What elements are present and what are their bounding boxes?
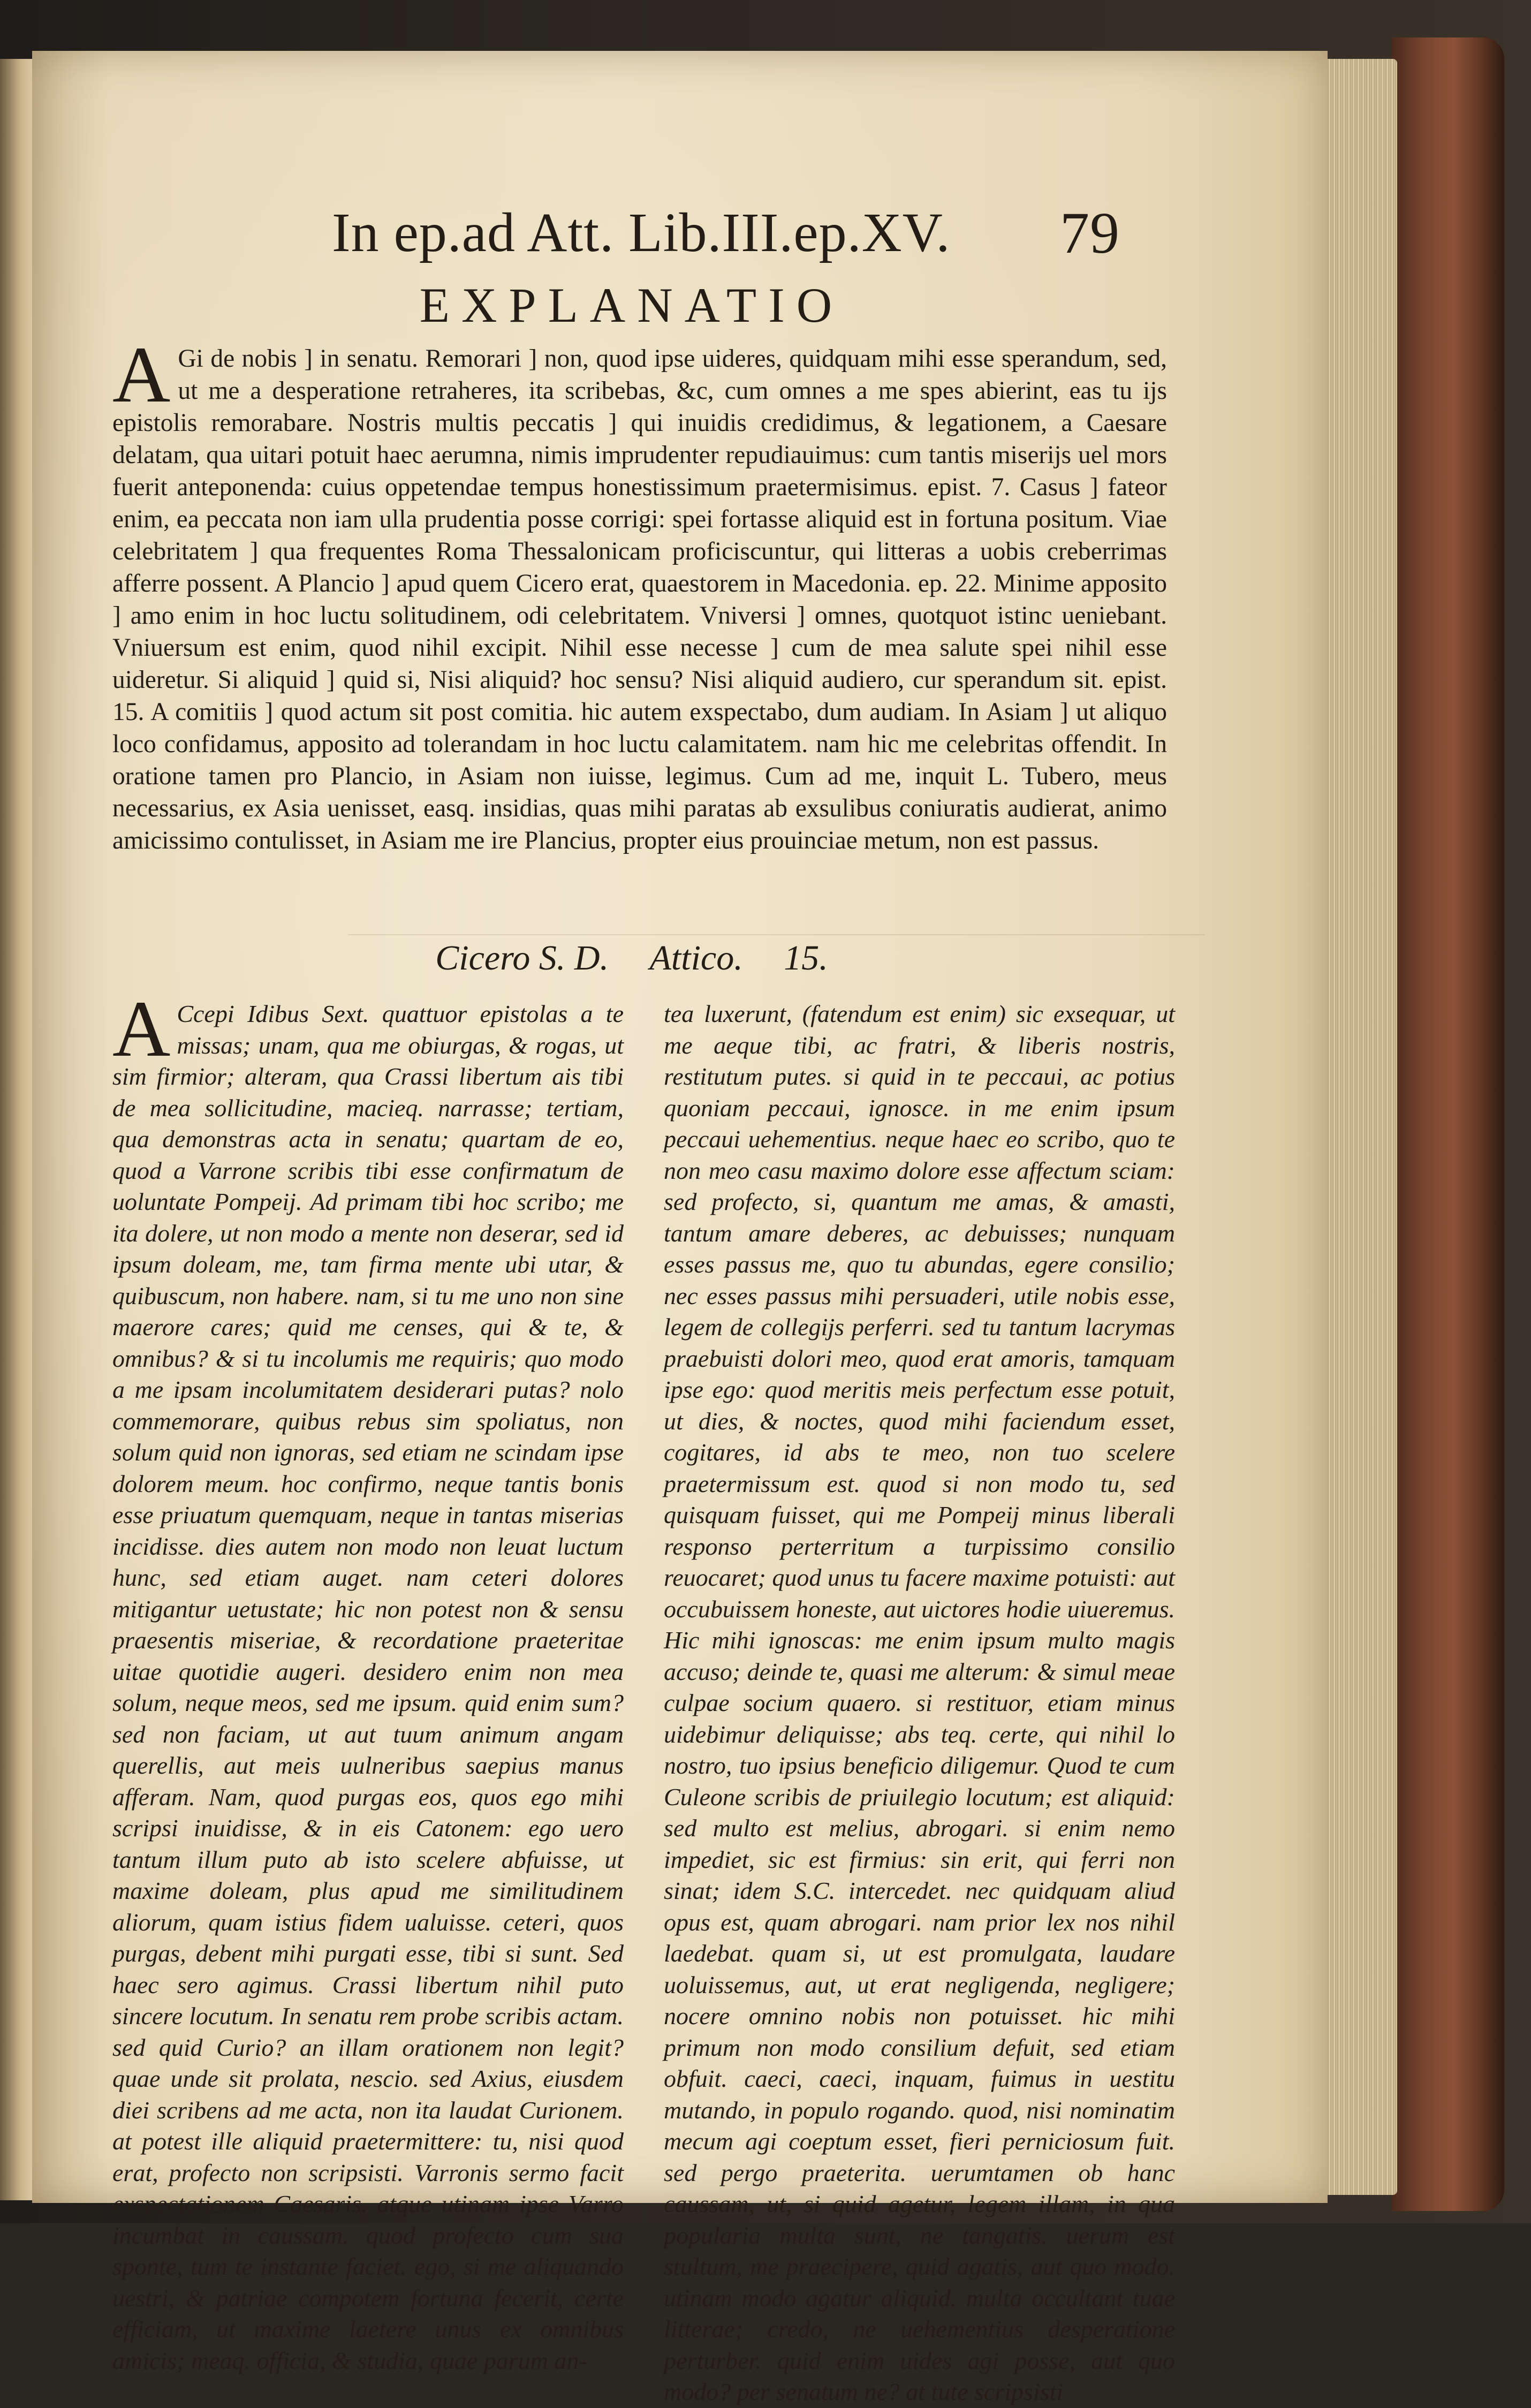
explanatio-heading: EXPLANATIO bbox=[419, 278, 844, 332]
running-head-title: In ep.ad Att. Lib.III.ep.XV. bbox=[332, 202, 951, 263]
text-block bbox=[80, 142, 1183, 2405]
letter-right-column bbox=[664, 998, 1175, 2408]
letter-dropcap: A bbox=[112, 985, 171, 1073]
running-head bbox=[332, 195, 1124, 270]
page-number: 79 bbox=[1060, 200, 1120, 266]
letter-left-text: Ccepi Idibus Sext. quattuor epistolas a te missas; unam, qua me obiurgas, & rogas, ut sim firmior; alteram, qua Crassi libertum ais tibi de mea sollicitudine, macieq. narrasse; tertiam, qua demonstras acta in senatu; quartam de eo, quod a Varrone scribis tibi esse confirmatum de uoluntate Pompeij. Ad primam tibi hoc scribo; me ita dolere, ut non modo a mente non deserar, sed id ipsum doleam, me, tam firma mente ubi utar, & quibuscum, non habere. nam, si tu me uno non sine maerore cares; quid me censes, qui & te, & omnibus? & si tu incolumis me requiris; quo modo a me ipsam incolumitatem desiderari putas? nolo commemorare, quibus rebus sim spoliatus, non solum quid non ignoras, sed etiam ne scindam ipse dolorem meum. hoc confirmo, neque tantis bonis esse priuatum quemquam, neque in tantas miserias incidisse. dies autem non modo non leuat luctum hunc, sed etiam auget. nam ceteri dolores mitigantur uetustate; hic non potest non & sensu praesentis miseriae, & recordatione praeteritae uitae quotidie augeri. desidero enim non mea solum, neque meos, sed me ipsum. quid enim sum? sed non faciam, ut aut tuum animum angam querellis, aut meis uulneribus saepius manus afferam. Nam, quod purgas eos, quos ego mihi scripsi inuidisse, & in eis Catonem: ego uero tantum illum puto ab isto scelere abfuisse, ut maxime doleam, plus apud me similitudinem aliorum, quam istius fidem ualuisse. ceteri, quos purgas, debent mihi purgati esse, tibi si sunt. Sed haec sero agimus. Crassi libertum nihil puto sincere locutum. In senatu rem probe scribis actam. sed quid Curio? an illam orationem non legit? quae unde sit prolata, nescio. sed Axius, eiusdem diei scribens ad me acta, non ita laudat Curionem. at potest ille aliquid praetermittere: tu, nisi quod erat, profecto non scripsisti. Varronis sermo facit exspectationem Caesaris. atque utinam ipse Varro incumbat in caussam. quod profecto cum sua sponte, tum te instante faciet. ego, si me aliquando uestri, & patriae compotem fortuna fecerit, certe efficiam, ut maxime laetere unus ex omnibus amicis; meaq. officia, & studia, quae parum an- bbox=[112, 1000, 624, 2374]
letter-heading bbox=[80, 934, 1183, 982]
letter-heading-recipient: Attico. bbox=[649, 938, 743, 978]
letter-left-column bbox=[112, 985, 624, 2376]
page-block-edges bbox=[1317, 59, 1397, 2195]
book-page bbox=[32, 51, 1328, 2405]
commentary-dropcap: A bbox=[112, 330, 171, 419]
letter-number: 15. bbox=[784, 938, 828, 978]
letter-right-text: tea luxerunt, (fatendum est enim) sic exsequar, ut me aeque tibi, ac fratri, & liberis nostris, restitutum putes. si quid in te peccaui, ac potius quoniam peccaui, ignosce. in me enim ipsum peccaui uehementius. neque haec eo scribo, quo te non meo casu maximo dolore esse affectum sciam: sed profecto, si, quantum me amas, & amasti, tantum amare deberes, ac debuisses; nunquam esses passus me, quo tu abundas, egere consilio; nec esses passus mihi persuaderi, utile nobis esse, legem de collegijs perferri. sed tu tantum lacrymas praebuisti dolori meo, quod erat amoris, tamquam ipse ego: quod meritis meis perfectum esse potuit, ut dies, & noctes, quod mihi faciendum esset, cogitares, id abs te meo, non tuo scelere praetermissum est. quod si non modo tu, sed quisquam fuisset, qui me Pompeij minus liberali responso perterritum a turpissimo consilio reuocaret; quod unus tu facere maxime potuisti: aut occubuissem honeste, aut uictores hodie uiueremus. Hic mihi ignoscas: me enim ipsum multo magis accuso; deinde te, quasi me alterum: & simul meae culpae socium quaero. si restituor, etiam minus uidebimur deliquisse; abs teq. certe, qui nihil lo nostro, tuo ipsius beneficio diligemur. Quod te cum Culeone scribis de priuilegio locutum; est aliquid: sed multo est melius, abrogari. si enim nemo impediet, sic est firmius: sin erit, qui ferri non sinat; idem S.C. intercedet. nec quidquam aliud opus est, quam abrogari. nam prior lex nos nihil laedebat. quam si, ut est promulgata, laudare uoluissemus, aut, ut erat negligenda, negligere; nocere omnino nobis non potuisset. hic mihi primum non modo consilium defuit, sed etiam obfuit. caeci, caeci, inquam, fuimus in uestitu mutando, in populo rogando. quod, nisi nominatim mecum agi coeptum esset, fieri perniciosum fuit. sed pergo praeterita. uerumtamen ob hanc caussam, ut, si quid agetur, legem illam, in qua popularia multa sunt, ne tangatis. uerum est stultum, me praecipere, quid agatis, aut quo modo. utinam modo agatur aliquid. multa occultant tuae litterae; credo, ne uehementius desperatione perturber. quid enim uides agi posse, aut quo modo? per senatum ne? at tute scripsisti bbox=[664, 1000, 1175, 2405]
leather-binding bbox=[1392, 37, 1504, 2211]
letter-heading-sender: Cicero S. D. bbox=[435, 938, 609, 978]
commentary-text: Gi de nobis ] in senatu. Remorari ] non, quod ipse uideres, quidquam mihi esse sperandum, sed, ut me a desperatione retraheres, ita scribebas, &c, cum omnes a me spes abierint, eas tu ijs epistolis remorabare. Nostris multis peccatis ] qui inuidis credidimus, & legationem, a Caesare delatam, qua uitari potuit haec aerumna, nimis imprudenter repudiauimus: cum tantis miserijs uel mors fuerit anteponenda: cuius oppetendae tempus honestissimum praetermisimus. epist. 7. Casus ] fateor enim, ea peccata non iam ulla prudentia posse corrigi: spei fortasse aliquid est in fortuna positum. Viae celebritatem ] qua frequentes Roma Thessalonicam proficiscuntur, qui litteras a uobis creberrimas afferre possent. A Plancio ] apud quem Cicero erat, quaestorem in Macedonia. ep. 22. Minime apposito ] amo enim in hoc luctu solitudinem, odi celebritatem. Vniversi ] omnes, quotquot istinc ueniebant. Vniuersum est enim, quod nihil excipit. Nihil esse necesse ] cum de mea salute spei nihil esse uideretur. Si aliquid ] quid si, Nisi aliquid? hoc sensu? Nisi aliquid audiero, cur sperandum sit. epist. 15. A comitiis ] quod actum sit post comitia. hic autem exspectabo, dum audiam. In Asiam ] ut aliquo loco confidamus, apposito ad tolerandam in hoc luctu calamitatem. nam hic me celebritas offendit. In oratione tamen pro Plancio, in Asiam non iuisse, legimus. Cum ad me, inquit L. Tubero, meus necessarius, ex Asia uenisset, easq. insidias, quas mihi paratas ab exsulibus coniuratis audierat, animo amicissimo contulisset, in Asiam me ire Plancius, propter eius prouinciae metum, non est passus. bbox=[112, 345, 1167, 854]
bleed-through-line bbox=[348, 897, 1204, 935]
commentary-paragraph bbox=[112, 330, 1167, 857]
